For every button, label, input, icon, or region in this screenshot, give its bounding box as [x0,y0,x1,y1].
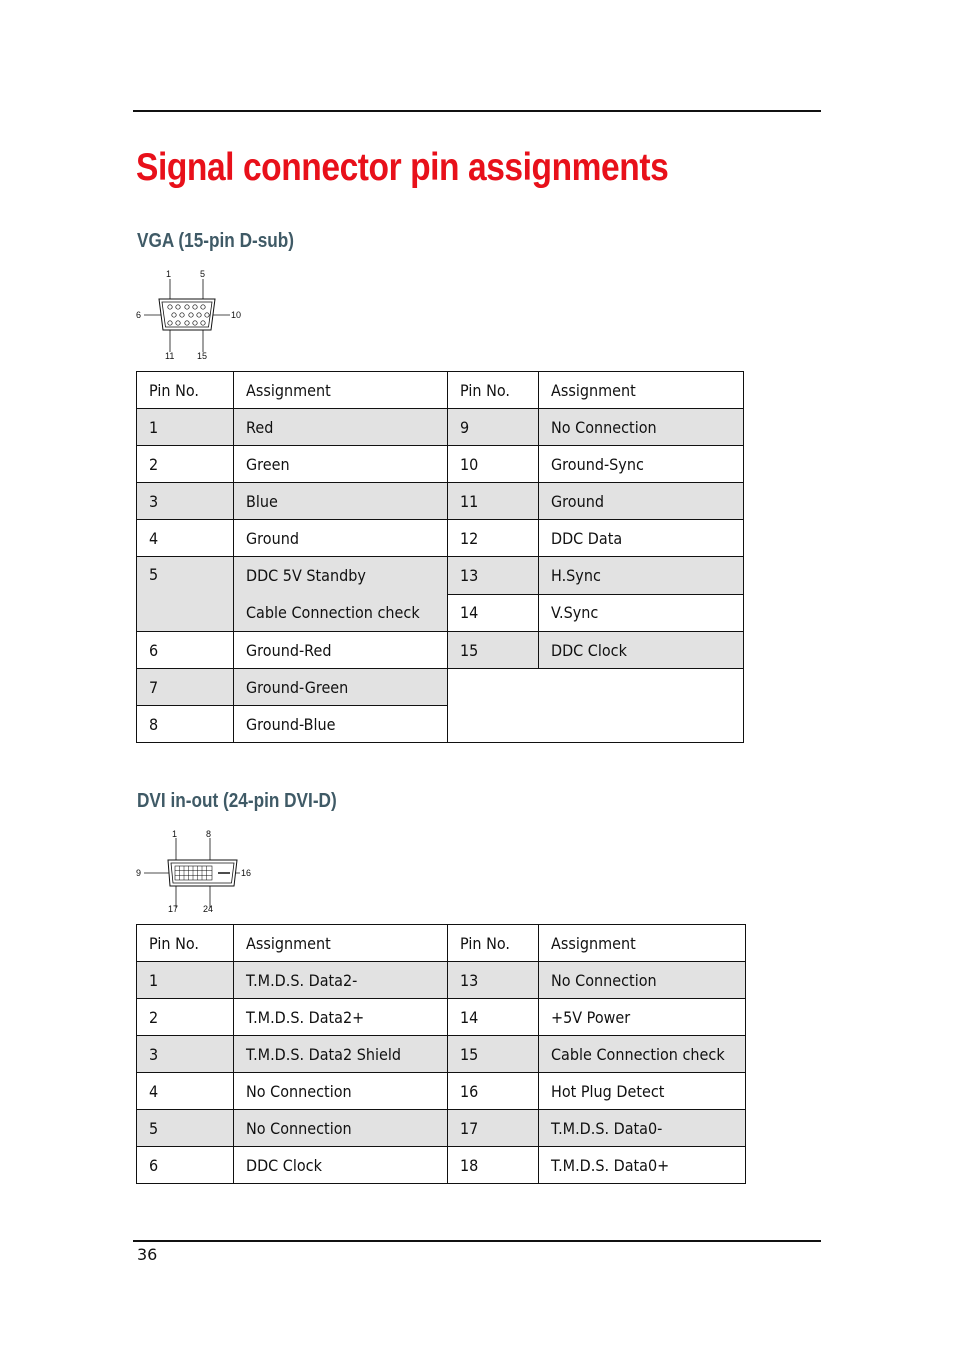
vga-connector-diagram [130,264,250,364]
assignment-cell: DDC Clock [234,1147,448,1184]
pin-cell: 1 [137,962,234,999]
dvi-pin-table [136,924,746,1184]
table-row [137,632,744,669]
pin-cell: 4 [137,520,234,557]
pin-cell: 4 [137,1073,234,1110]
pin-cell: 11 [448,483,539,520]
assignment-cell: Ground-Sync [539,446,744,483]
pin-cell: 1 [137,409,234,446]
pin-cell: 13 [448,557,539,595]
assignment-cell: DDC 5V Standby Cable Connection check [234,557,448,632]
assignment-cell: Ground-Red [234,632,448,669]
pin-cell: 14 [448,594,539,632]
assignment-cell: +5V Power [539,999,746,1036]
table-header-row [137,372,744,409]
pin-cell: 12 [448,520,539,557]
header-pin-no: Pin No. [448,372,539,409]
assignment-cell: T.M.D.S. Data2 Shield [234,1036,448,1073]
vga-pin-label-5: 5 [200,269,206,279]
assignment-cell: Cable Connection check [539,1036,746,1073]
assignment-cell: T.M.D.S. Data2- [234,962,448,999]
vga-pin-label-6: 6 [136,310,142,320]
assignment-cell: DDC Clock [539,632,744,669]
dvi-pin-label-8: 8 [206,829,212,839]
assignment-cell: Ground [234,520,448,557]
pin-cell: 10 [448,446,539,483]
vga-pin-label-15: 15 [197,351,208,361]
assignment-cell: DDC Data [539,520,744,557]
pin-cell: 14 [448,999,539,1036]
vga-heading: VGA (15-pin D-sub) [137,230,295,252]
assignment-cell: T.M.D.S. Data0- [539,1110,746,1147]
top-rule [133,110,821,112]
assignment-cell: Blue [234,483,448,520]
pin-cell: 9 [448,409,539,446]
pin-cell: 15 [448,632,539,669]
vga-pin-label-11: 11 [165,351,175,361]
header-assignment: Assignment [539,372,744,409]
dvi-connector-diagram [130,824,260,919]
pin-cell: 7 [137,669,234,706]
vga-pin-label-10: 10 [231,310,242,320]
pin-cell: 15 [448,1036,539,1073]
pin-cell: 8 [137,706,234,743]
header-pin-no: Pin No. [137,925,234,962]
assignment-cell: T.M.D.S. Data0+ [539,1147,746,1184]
pin-cell: 18 [448,1147,539,1184]
bottom-rule [133,1240,821,1242]
assignment-cell: Red [234,409,448,446]
pin-cell: 3 [137,483,234,520]
assignment-cell: Ground-Blue [234,706,448,743]
pin-cell: 5 [137,557,234,632]
pin-cell: 2 [137,999,234,1036]
table-row [137,520,744,557]
header-assignment: Assignment [234,925,448,962]
assignment-cell: H.Sync [539,557,744,595]
assignment-cell: No Connection [539,962,746,999]
assignment-cell: No Connection [234,1073,448,1110]
table-row [137,446,744,483]
assignment-cell: T.M.D.S. Data2+ [234,999,448,1036]
pin-cell: 17 [448,1110,539,1147]
pin-cell: 13 [448,962,539,999]
table-row [137,557,744,595]
pin-cell: 6 [137,632,234,669]
assignment-cell: Ground-Green [234,669,448,706]
vga-pin-label-1: 1 [166,269,172,279]
header-pin-no: Pin No. [137,372,234,409]
dvi-pin-label-24: 24 [203,904,214,914]
assignment-cell: Green [234,446,448,483]
pin-cell: 3 [137,1036,234,1073]
pin-cell: 16 [448,1073,539,1110]
pin-cell: 5 [137,1110,234,1147]
header-assignment: Assignment [539,925,746,962]
dvi-pin-label-17: 17 [168,904,179,914]
table-row [137,483,744,520]
table-row [137,962,746,999]
vga-pin-table [136,371,744,743]
table-row [137,999,746,1036]
pin-cell: 6 [137,1147,234,1184]
page-number: 36 [137,1245,158,1264]
empty-cell [448,669,744,743]
table-row [137,1036,746,1073]
assignment-cell: V.Sync [539,594,744,632]
dvi-heading: DVI in-out (24-pin DVI-D) [137,790,337,812]
header-assignment: Assignment [234,372,448,409]
assignment-cell: No Connection [539,409,744,446]
dvi-pin-label-16: 16 [241,868,252,878]
dvi-pin-label-1: 1 [172,829,178,839]
table-row [137,1110,746,1147]
table-row [137,1073,746,1110]
table-row [137,409,744,446]
assignment-cell: Ground [539,483,744,520]
header-pin-no: Pin No. [448,925,539,962]
assignment-cell: No Connection [234,1110,448,1147]
table-header-row [137,925,746,962]
dvi-pin-label-9: 9 [136,868,142,878]
table-row [137,669,744,706]
pin-cell: 2 [137,446,234,483]
table-row [137,1147,746,1184]
assignment-cell: Hot Plug Detect [539,1073,746,1110]
page-title: Signal connector pin assignments [136,146,669,189]
